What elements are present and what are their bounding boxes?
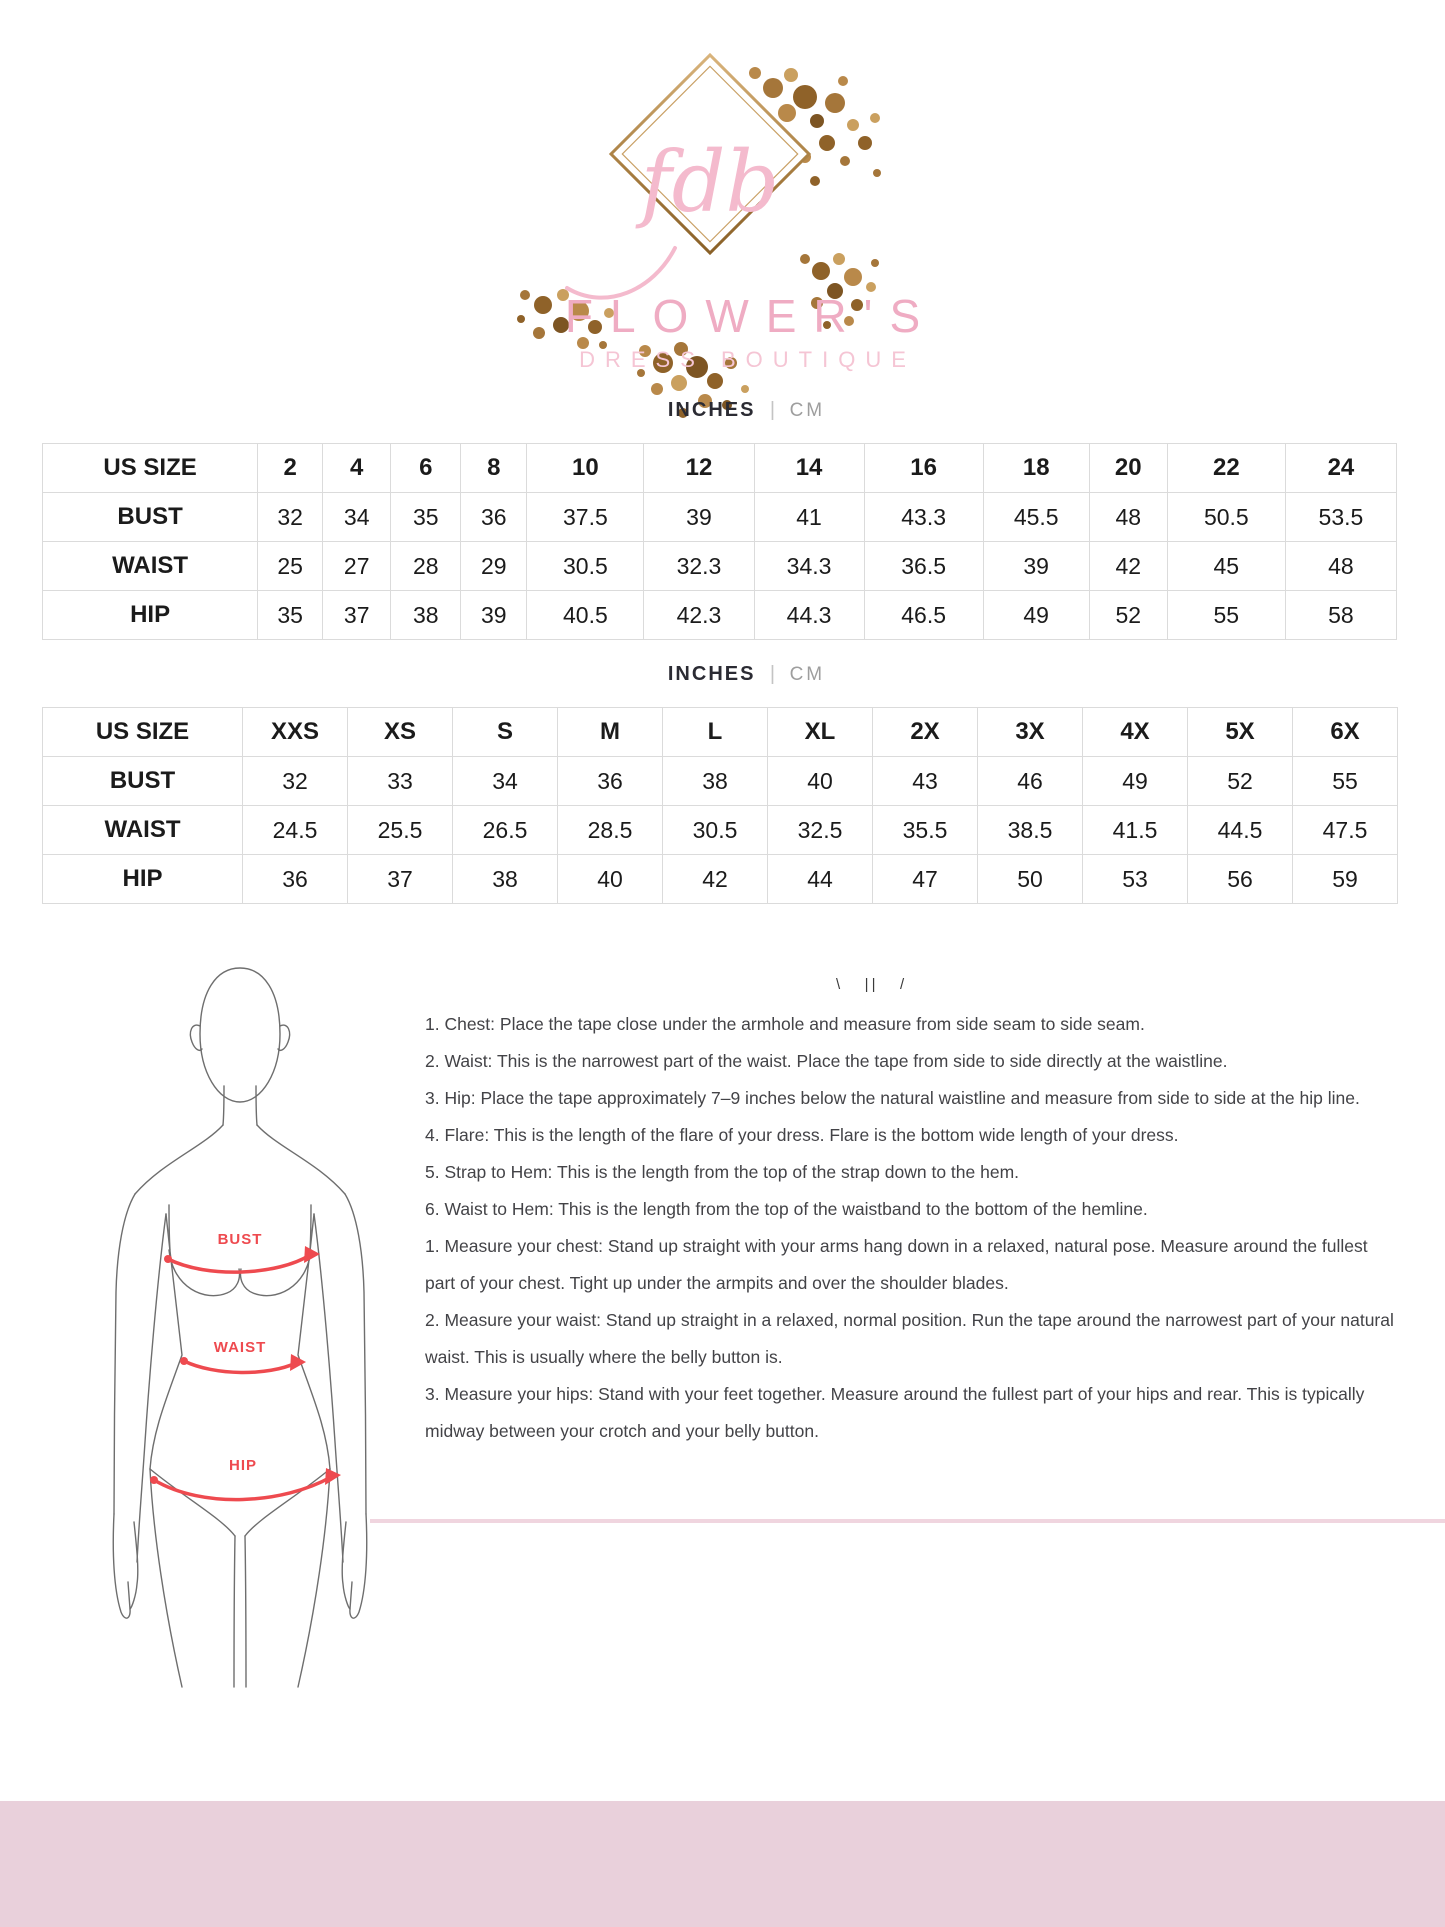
value-cell: 24.5 [243,806,348,855]
size-cell: XS [348,708,453,757]
value-cell: 36 [558,757,663,806]
value-cell: 53.5 [1285,493,1396,542]
row-label: HIP [43,591,258,640]
unit-toggle-top [24,399,1445,422]
instruction-line: 3. Hip: Place the tape approximately 7–9 inches below the natural waistline and measure from side to side at the hip line. [425,1088,1360,1108]
cropped-tape-marks: \ || / [836,976,908,993]
value-cell: 43.3 [864,493,983,542]
measurement-row [43,806,1398,855]
size-header-row [43,708,1398,757]
figure-outline [113,968,366,1687]
waist-arrow [180,1354,306,1373]
value-cell: 58 [1285,591,1396,640]
value-cell: 28 [391,542,461,591]
row-label: US SIZE [43,708,243,757]
row-label: WAIST [43,806,243,855]
measurement-row [43,542,1397,591]
value-cell: 53 [1083,855,1188,904]
value-cell: 47 [873,855,978,904]
value-cell: 38 [391,591,461,640]
value-cell: 25 [258,542,323,591]
brand-tagline: DRESS BOUTIQUE [579,347,916,372]
value-cell: 40 [558,855,663,904]
unit-divider: | [769,663,776,685]
value-cell: 42.3 [644,591,754,640]
measurement-row [43,591,1397,640]
value-cell: 55 [1167,591,1285,640]
value-cell: 49 [983,591,1089,640]
size-cell: S [453,708,558,757]
size-cell: 18 [983,444,1089,493]
measurement-row [43,757,1398,806]
value-cell: 44.5 [1188,806,1293,855]
row-label: WAIST [43,542,258,591]
size-table-standard [42,443,1397,640]
size-cell: 2 [258,444,323,493]
value-cell: 36 [461,493,527,542]
size-table-extended [42,707,1398,904]
value-cell: 35.5 [873,806,978,855]
brand-logo [505,33,925,438]
size-cell: 24 [1285,444,1396,493]
value-cell: 50 [978,855,1083,904]
value-cell: 38 [663,757,768,806]
size-cell: 12 [644,444,754,493]
value-cell: 46.5 [864,591,983,640]
value-cell: 33 [348,757,453,806]
size-cell: 3X [978,708,1083,757]
value-cell: 59 [1293,855,1398,904]
size-cell: XL [768,708,873,757]
value-cell: 39 [461,591,527,640]
size-cell: 2X [873,708,978,757]
value-cell: 30.5 [527,542,644,591]
instruction-line: 1. Measure your chest: Stand up straight with your arms hang down in a relaxed, natural pose. Measure around the fullest part of your chest. Tight up under the armpits and over the shoulder blades. [425,1236,1368,1293]
value-cell: 36.5 [864,542,983,591]
value-cell: 45.5 [983,493,1089,542]
value-cell: 32 [243,757,348,806]
size-cell: XXS [243,708,348,757]
value-cell: 27 [323,542,391,591]
value-cell: 50.5 [1167,493,1285,542]
instruction-line: 3. Measure your hips: Stand with your feet together. Measure around the fullest part of your hips and rear. This is typically midway between your crotch and your belly button. [425,1384,1365,1441]
value-cell: 25.5 [348,806,453,855]
row-label: HIP [43,855,243,904]
value-cell: 55 [1293,757,1398,806]
size-cell: 20 [1089,444,1167,493]
value-cell: 45 [1167,542,1285,591]
value-cell: 47.5 [1293,806,1398,855]
value-cell: 48 [1089,493,1167,542]
size-cell: 22 [1167,444,1285,493]
pink-divider [370,1519,1445,1523]
value-cell: 41 [754,493,864,542]
value-cell: 37.5 [527,493,644,542]
size-cell: 4X [1083,708,1188,757]
size-cell: L [663,708,768,757]
value-cell: 41.5 [1083,806,1188,855]
unit-toggle-bottom [24,663,1445,686]
size-cell: 6X [1293,708,1398,757]
size-cell: M [558,708,663,757]
instruction-line: 5. Strap to Hem: This is the length from the top of the strap down to the hem. [425,1162,1020,1182]
instruction-line: 4. Flare: This is the length of the flare of your dress. Flare is the bottom wide length of your dress. [425,1125,1179,1145]
inches-option[interactable]: INCHES [667,399,756,421]
value-cell: 38.5 [978,806,1083,855]
instruction-line: 6. Waist to Hem: This is the length from the top of the waistband to the bottom of the hemline. [425,1199,1148,1219]
size-cell: 8 [461,444,527,493]
instruction-line: 1. Chest: Place the tape close under the armhole and measure from side seam to side seam. [425,1014,1145,1034]
bust-arrow [164,1246,320,1272]
value-cell: 37 [323,591,391,640]
value-cell: 52 [1089,591,1167,640]
value-cell: 26.5 [453,806,558,855]
size-cell: 10 [527,444,644,493]
value-cell: 35 [258,591,323,640]
value-cell: 32.3 [644,542,754,591]
measure-instructions [425,1006,1400,1450]
brand-name: FLOWER'S [564,290,938,342]
value-cell: 34 [453,757,558,806]
footer-bar [0,1801,1445,1927]
value-cell: 52 [1188,757,1293,806]
value-cell: 44 [768,855,873,904]
logo-monogram: fdb [640,133,780,231]
hip-label: HIP [228,1457,258,1474]
cm-option[interactable]: CM [789,400,826,421]
value-cell: 42 [1089,542,1167,591]
value-cell: 42 [663,855,768,904]
value-cell: 39 [644,493,754,542]
measurement-row [43,855,1398,904]
value-cell: 43 [873,757,978,806]
size-cell: 5X [1188,708,1293,757]
value-cell: 36 [243,855,348,904]
value-cell: 34 [323,493,391,542]
row-label: BUST [43,493,258,542]
value-cell: 38 [453,855,558,904]
value-cell: 28.5 [558,806,663,855]
size-cell: 4 [323,444,391,493]
size-header-row [43,444,1397,493]
bust-label: BUST [217,1231,263,1248]
value-cell: 30.5 [663,806,768,855]
waist-label: WAIST [213,1339,267,1356]
value-cell: 34.3 [754,542,864,591]
value-cell: 40 [768,757,873,806]
instruction-line: 2. Measure your waist: Stand up straight in a relaxed, normal position. Run the tape around the narrowest part of your natural waist. This is usually where the belly button is. [425,1310,1394,1367]
instruction-line: 2. Waist: This is the narrowest part of the waist. Place the tape from side to side directly at the waistline. [425,1051,1228,1071]
value-cell: 44.3 [754,591,864,640]
value-cell: 35 [391,493,461,542]
value-cell: 56 [1188,855,1293,904]
value-cell: 32.5 [768,806,873,855]
body-measurement-diagram [103,962,368,1707]
value-cell: 29 [461,542,527,591]
value-cell: 40.5 [527,591,644,640]
row-label: US SIZE [43,444,258,493]
measurement-row [43,493,1397,542]
size-cell: 16 [864,444,983,493]
value-cell: 32 [258,493,323,542]
value-cell: 48 [1285,542,1396,591]
row-label: BUST [43,757,243,806]
value-cell: 49 [1083,757,1188,806]
value-cell: 37 [348,855,453,904]
size-cell: 14 [754,444,864,493]
value-cell: 39 [983,542,1089,591]
inches-option[interactable]: INCHES [667,663,756,685]
cm-option[interactable]: CM [789,664,826,685]
value-cell: 46 [978,757,1083,806]
unit-divider: | [769,399,776,421]
size-cell: 6 [391,444,461,493]
